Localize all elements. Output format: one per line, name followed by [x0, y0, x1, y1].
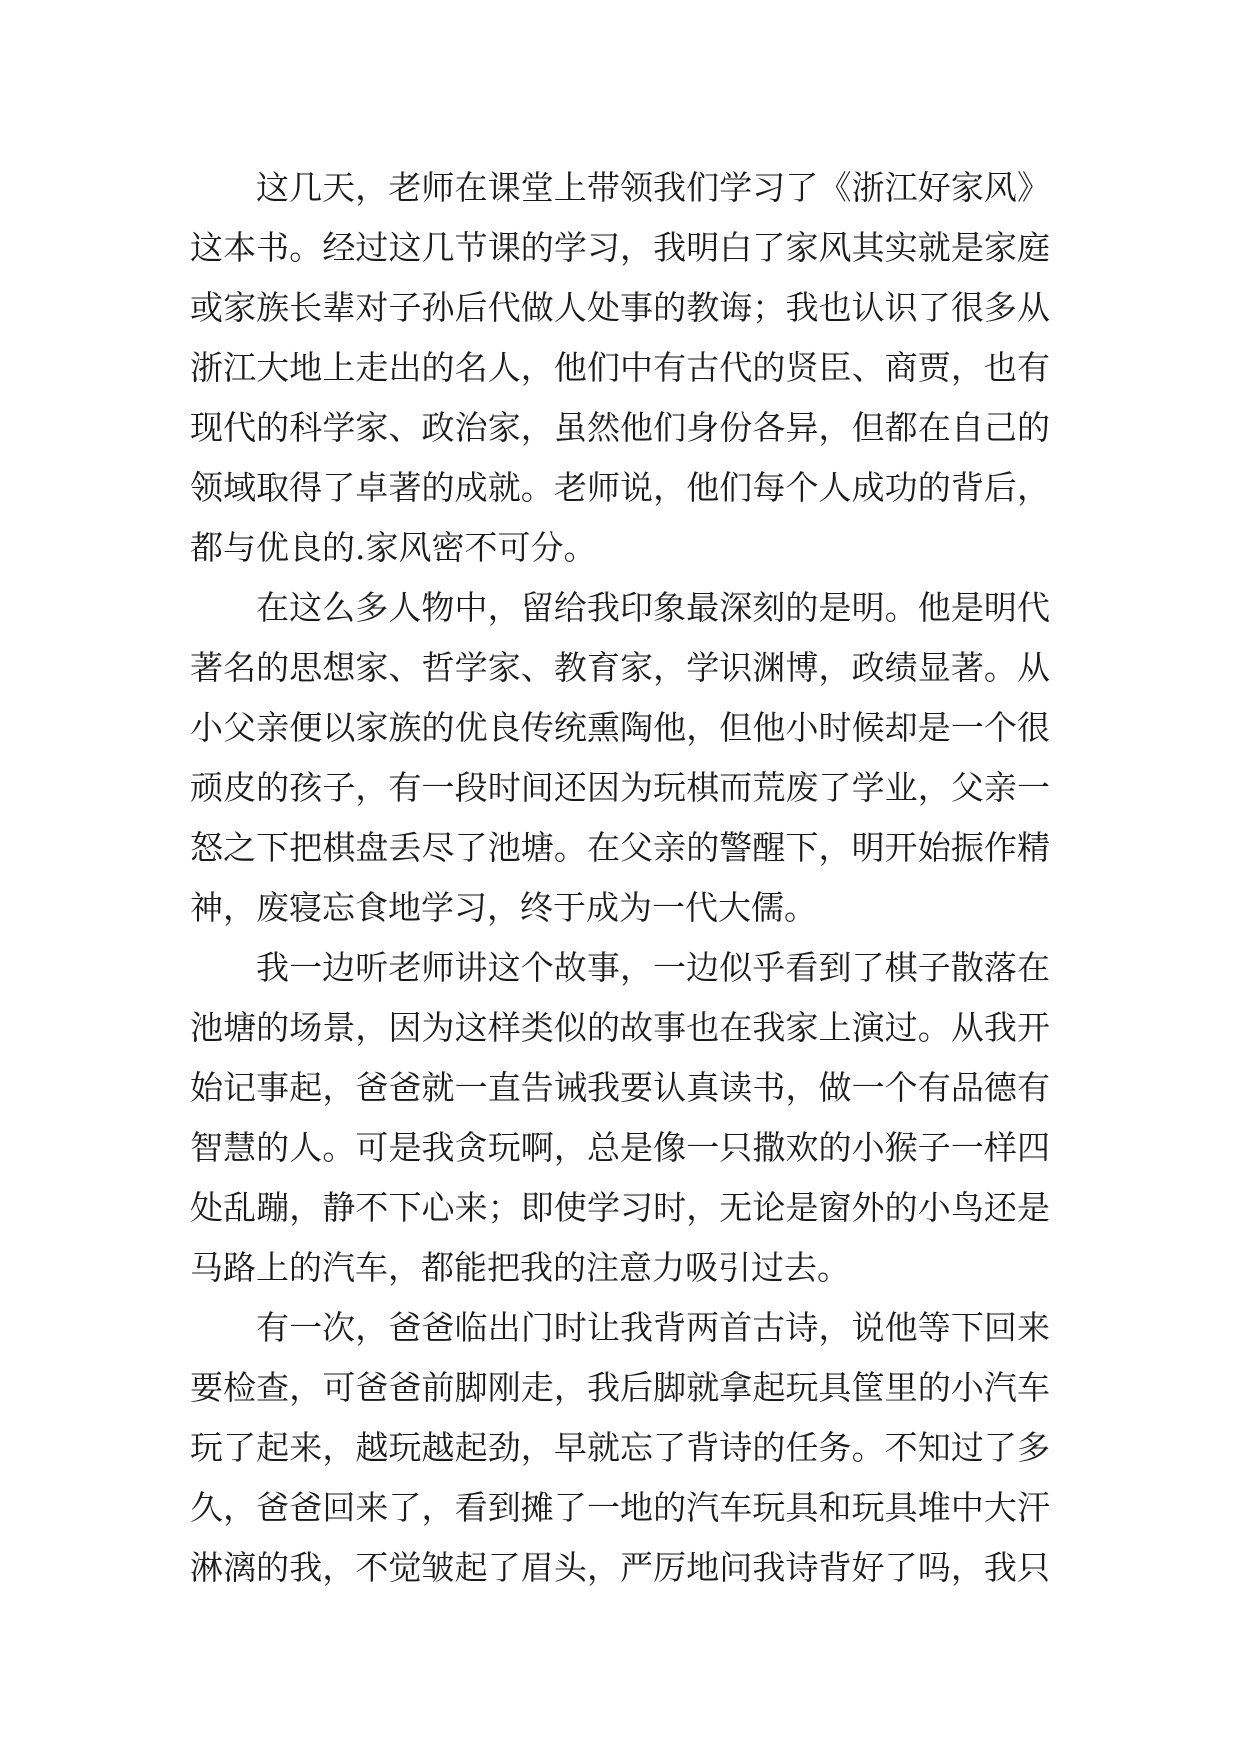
paragraph-2-line-6: 神，废寝忘食地学习，终于成为一代大儒。: [190, 888, 817, 927]
paragraph-2-line-1: 在这么多人物中，留给我印象最深刻的是明。他是明代: [256, 588, 1050, 627]
paragraph-1-line-2: 这本书。经过这几节课的学习，我明白了家风其实就是家庭: [190, 228, 1050, 267]
paragraph-1-line-1: 这几天，老师在课堂上带领我们学习了《浙江好家风》: [256, 168, 1050, 207]
paragraph-3-line-6: 马路上的汽车，都能把我的注意力吸引过去。: [190, 1248, 850, 1287]
paragraph-3-line-1: 我一边听老师讲这个故事，一边似乎看到了棋子散落在: [256, 948, 1050, 987]
paragraph-1-line-7: 都与优良的.家风密不可分。: [190, 528, 597, 567]
paragraph-2-line-4: 顽皮的孩子，有一段时间还因为玩棋而荒废了学业，父亲一: [190, 768, 1050, 807]
paragraph-3-line-3: 始记事起，爸爸就一直告诫我要认真读书，做一个有品德有: [190, 1068, 1050, 1107]
paragraph-2-line-3: 小父亲便以家族的优良传统熏陶他，但他小时候却是一个很: [190, 708, 1050, 747]
paragraph-1-line-4: 浙江大地上走出的名人，他们中有古代的贤臣、商贾，也有: [190, 348, 1050, 387]
paragraph-4-line-5: 淋漓的我，不觉皱起了眉头，严厉地问我诗背好了吗，我只: [190, 1548, 1050, 1587]
paragraph-3-line-2: 池塘的场景，因为这样类似的故事也在我家上演过。从我开: [190, 1008, 1050, 1047]
paragraph-4-line-3: 玩了起来，越玩越起劲，早就忘了背诗的任务。不知过了多: [190, 1428, 1050, 1467]
paragraph-4-line-4: 久，爸爸回来了，看到摊了一地的汽车玩具和玩具堆中大汗: [190, 1488, 1050, 1527]
paragraph-4-line-1: 有一次，爸爸临出门时让我背两首古诗，说他等下回来: [256, 1308, 1050, 1347]
paragraph-1-line-5: 现代的科学家、政治家，虽然他们身份各异，但都在自己的: [190, 408, 1050, 447]
paragraph-4-line-2: 要检查，可爸爸前脚刚走，我后脚就拿起玩具筐里的小汽车: [190, 1368, 1050, 1407]
paragraph-3-line-4: 智慧的人。可是我贪玩啊，总是像一只撒欢的小猴子一样四: [190, 1128, 1050, 1167]
paragraph-2-line-5: 怒之下把棋盘丢尽了池塘。在父亲的警醒下，明开始振作精: [190, 828, 1050, 867]
paragraph-3-line-5: 处乱蹦，静不下心来；即使学习时，无论是窗外的小鸟还是: [190, 1188, 1050, 1227]
paragraph-1-line-3: 或家族长辈对子孙后代做人处事的教诲；我也认识了很多从: [190, 288, 1050, 327]
paragraph-2-line-2: 著名的思想家、哲学家、教育家，学识渊博，政绩显著。从: [190, 648, 1050, 687]
paragraph-1-line-6: 领域取得了卓著的成就。老师说，他们每个人成功的背后，: [190, 468, 1050, 507]
